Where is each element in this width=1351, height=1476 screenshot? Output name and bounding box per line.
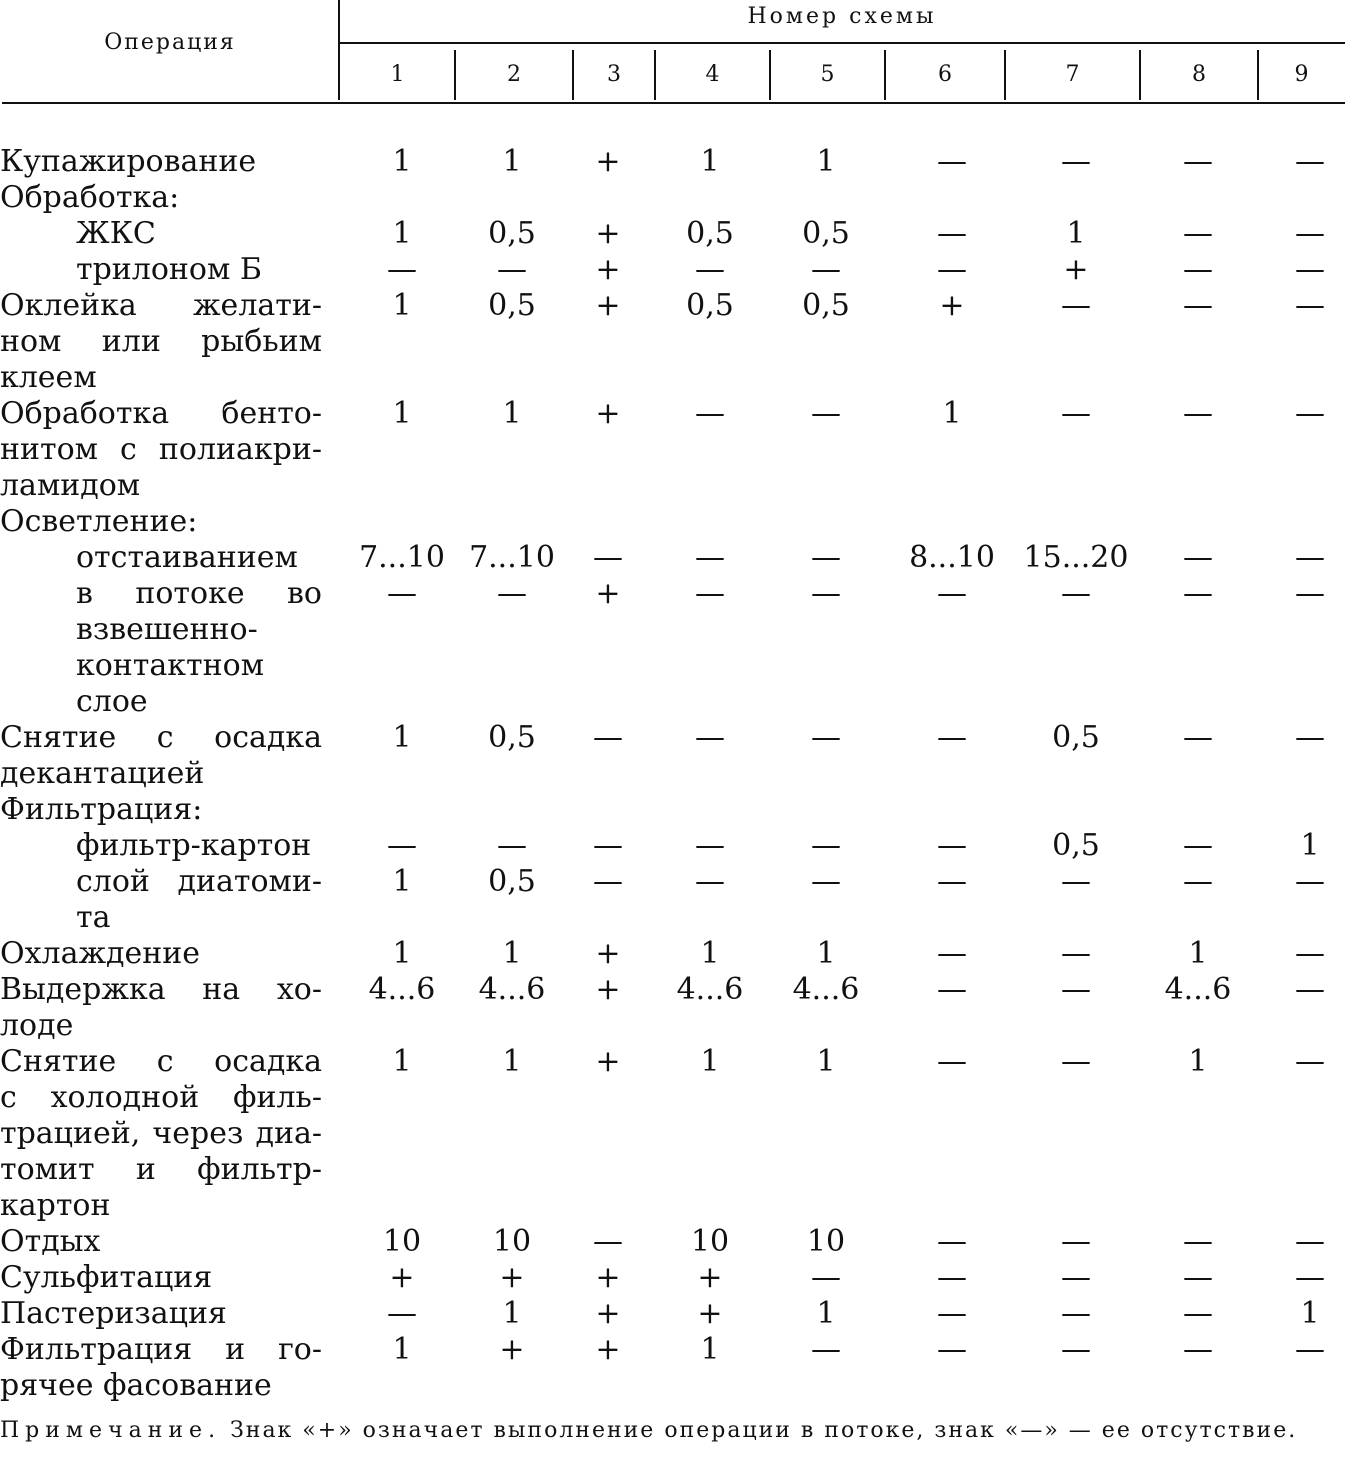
table-cell: — — [387, 828, 417, 863]
table-cell: — — [593, 828, 623, 863]
table-cell: 0,5 — [488, 720, 536, 755]
table-cell: — — [1061, 1224, 1091, 1259]
table-cell: — — [387, 1296, 417, 1331]
operation-label-line: трацией, через диа- — [0, 1116, 322, 1151]
operation-label — [0, 792, 322, 828]
table-cell: + — [1063, 252, 1089, 287]
operation-label — [0, 1332, 322, 1404]
table-row — [0, 180, 1351, 216]
table-cell: — — [1061, 1296, 1091, 1331]
table-cell: + — [595, 1044, 621, 1079]
column-separator — [769, 50, 771, 100]
table-cell: — — [937, 1296, 967, 1331]
table-cell: — — [1295, 540, 1325, 575]
table-cell: — — [1061, 864, 1091, 899]
operation-label-line: лоде — [0, 1008, 74, 1043]
table-cell: 4...6 — [792, 972, 860, 1007]
operation-label-line: Купажирование — [0, 144, 257, 179]
operation-label — [0, 936, 322, 972]
table-cell: — — [1183, 216, 1213, 251]
table-cell: — — [937, 972, 967, 1007]
table-cell: — — [1061, 288, 1091, 323]
table-cell: — — [937, 936, 967, 971]
table-cell: — — [695, 720, 725, 755]
table-cell: — — [1183, 288, 1213, 323]
table-cell: 1 — [700, 936, 720, 971]
table-cell: — — [1183, 720, 1213, 755]
operation-label — [0, 972, 322, 1044]
column-number: 9 — [1294, 62, 1309, 87]
table-row — [0, 396, 1351, 504]
operation-label-line: рячее фасование — [0, 1368, 272, 1403]
operation-label — [0, 720, 322, 792]
note-prefix: Примечание. — [0, 1418, 222, 1443]
operation-label-line: Оклейка желати- — [0, 288, 322, 323]
operation-label-line: ламидом — [0, 468, 141, 503]
operation-label — [0, 504, 322, 540]
table-row — [0, 1224, 1351, 1260]
table-row — [0, 540, 1351, 576]
table-cell: 1 — [1188, 1044, 1208, 1079]
operation-label — [0, 864, 322, 936]
table-cell: 0,5 — [488, 864, 536, 899]
operation-label-line: картон — [0, 1188, 111, 1223]
table-cell: 1 — [392, 144, 412, 179]
table-row — [0, 1044, 1351, 1224]
table-cell: — — [593, 540, 623, 575]
operation-label-line: та — [76, 900, 111, 935]
table-cell: — — [497, 828, 527, 863]
table-cell: — — [937, 252, 967, 287]
table-cell: + — [595, 1260, 621, 1295]
table-cell: 0,5 — [686, 288, 734, 323]
table-cell: 1 — [1066, 216, 1086, 251]
table-cell: 1 — [392, 936, 412, 971]
table-cell: + — [389, 1260, 415, 1295]
table-cell: 10 — [492, 1224, 532, 1259]
table-cell: 1 — [1300, 828, 1320, 863]
operation-label-line: Охлаждение — [0, 936, 201, 971]
operation-label-line: взвешенно- — [76, 612, 258, 647]
column-separator — [654, 50, 656, 100]
operation-label-line: в потоке во — [76, 576, 322, 611]
table-body — [0, 144, 1351, 1404]
table-cell: — — [695, 864, 725, 899]
table-cell: + — [697, 1260, 723, 1295]
column-separator — [1257, 50, 1259, 100]
column-separator — [1004, 50, 1006, 100]
table-cell: 4...6 — [478, 972, 546, 1007]
table-row — [0, 252, 1351, 288]
table-cell: 1 — [392, 1332, 412, 1367]
table-cell: 1 — [816, 1296, 836, 1331]
operation-label-line: фильтр-картон — [76, 828, 312, 863]
column-number: 5 — [820, 62, 835, 87]
table-cell: 1 — [392, 216, 412, 251]
table-row — [0, 576, 1351, 720]
operation-label-line: Сульфитация — [0, 1260, 213, 1295]
table-cell: + — [595, 936, 621, 971]
table-cell: — — [1061, 1260, 1091, 1295]
table-row — [0, 864, 1351, 936]
table-cell: — — [1183, 252, 1213, 287]
table-cell: — — [1295, 1044, 1325, 1079]
table-cell: — — [811, 576, 841, 611]
table-cell: 1 — [1300, 1296, 1320, 1331]
table-cell: + — [595, 1296, 621, 1331]
table-cell: 1 — [1188, 936, 1208, 971]
operation-label-line: Отдых — [0, 1224, 101, 1259]
operation-label — [0, 216, 322, 252]
table-cell: — — [811, 828, 841, 863]
operation-label-line: Снятие с осадка — [0, 720, 322, 755]
table-cell: — — [1295, 216, 1325, 251]
table-cell: — — [811, 252, 841, 287]
table-cell: — — [937, 144, 967, 179]
table-cell: — — [387, 252, 417, 287]
table-cell: + — [697, 1296, 723, 1331]
operation-label-line: Обработка: — [0, 180, 180, 215]
column-number: 1 — [390, 62, 405, 87]
table-cell: + — [595, 396, 621, 431]
table-cell: 1 — [502, 1044, 522, 1079]
table-cell: — — [387, 576, 417, 611]
table-cell: — — [695, 828, 725, 863]
operation-label-line: Снятие с осадка — [0, 1044, 322, 1079]
table-cell: — — [937, 1044, 967, 1079]
table-cell: — — [593, 864, 623, 899]
operation-label-line: Осветление: — [0, 504, 198, 539]
table-cell: — — [497, 576, 527, 611]
table-cell: — — [811, 1332, 841, 1367]
table-row — [0, 216, 1351, 252]
note-text: Знак «+» означает выполнение операции в потоке, знак «—» — ее отсутствие. — [221, 1418, 1298, 1443]
table-cell: 10 — [690, 1224, 730, 1259]
table-cell: — — [937, 864, 967, 899]
operation-label-line: слое — [76, 684, 148, 719]
operation-label-line: Выдержка на хо- — [0, 972, 322, 1007]
column-number: 7 — [1065, 62, 1080, 87]
table-cell: 1 — [816, 936, 836, 971]
operation-label-line: ном или рыбьим — [0, 324, 322, 359]
table-cell: — — [937, 1224, 967, 1259]
operation-label-line: контактном — [76, 648, 265, 683]
operation-label-line: томит и фильтр- — [0, 1152, 322, 1187]
operation-label — [0, 396, 322, 504]
table-cell: — — [1183, 1224, 1213, 1259]
operation-label-line: Обработка бенто- — [0, 396, 322, 431]
table-cell: 1 — [942, 396, 962, 431]
table-cell: — — [1183, 864, 1213, 899]
table-cell: 1 — [700, 1044, 720, 1079]
table-row — [0, 720, 1351, 792]
table-row — [0, 936, 1351, 972]
table-row — [0, 504, 1351, 540]
table-cell: + — [595, 216, 621, 251]
table-cell: — — [937, 1332, 967, 1367]
table-cell: + — [595, 288, 621, 323]
table-cell: 15...20 — [1023, 540, 1129, 575]
table-cell: — — [1183, 1260, 1213, 1295]
table-cell: + — [595, 144, 621, 179]
table-row — [0, 1332, 1351, 1404]
table-cell: — — [593, 1224, 623, 1259]
table-cell: — — [695, 540, 725, 575]
operation-label — [0, 828, 322, 864]
table-cell: — — [811, 1260, 841, 1295]
table-cell: — — [937, 828, 967, 863]
table-row — [0, 792, 1351, 828]
scheme-number-header: Номер схемы — [747, 4, 937, 29]
header-rule — [340, 42, 1345, 44]
table-cell: 1 — [392, 720, 412, 755]
operation-label — [0, 288, 322, 396]
table-cell: — — [1295, 576, 1325, 611]
column-number: 2 — [507, 62, 521, 87]
table-row — [0, 828, 1351, 864]
table-cell: — — [497, 252, 527, 287]
table-cell: 1 — [392, 288, 412, 323]
column-separator — [884, 50, 886, 100]
operation-label-line: нитом с полиакри- — [0, 432, 322, 467]
table-cell: — — [1295, 1260, 1325, 1295]
column-number: 3 — [607, 62, 621, 87]
table-cell: — — [1295, 936, 1325, 971]
table-cell: + — [595, 972, 621, 1007]
table-cell: 0,5 — [802, 288, 850, 323]
operation-label-line: отстаиванием — [76, 540, 298, 575]
operation-label — [0, 1260, 322, 1296]
table-cell: 1 — [502, 144, 522, 179]
table-row — [0, 1260, 1351, 1296]
table-cell: + — [939, 288, 965, 323]
table-cell: 0,5 — [488, 216, 536, 251]
table-cell: — — [695, 576, 725, 611]
table-cell: 1 — [502, 396, 522, 431]
table-cell: 4...6 — [1164, 972, 1232, 1007]
table-cell: 1 — [392, 396, 412, 431]
table-cell: — — [1295, 396, 1325, 431]
table-cell: 1 — [700, 144, 720, 179]
column-separator — [1139, 50, 1141, 100]
table-cell: — — [695, 252, 725, 287]
header-bottom-rule — [2, 102, 1345, 104]
table-cell: — — [1061, 396, 1091, 431]
table-cell: 0,5 — [686, 216, 734, 251]
table-cell: — — [811, 540, 841, 575]
table-cell: 1 — [816, 144, 836, 179]
table-cell: — — [937, 216, 967, 251]
table-cell: 7...10 — [469, 540, 555, 575]
operation-label — [0, 1044, 322, 1224]
table-cell: 7...10 — [359, 540, 445, 575]
table-cell: 1 — [502, 1296, 522, 1331]
table-cell: 4...6 — [676, 972, 744, 1007]
table-cell: 1 — [816, 1044, 836, 1079]
table-cell: — — [1061, 1332, 1091, 1367]
operation-label-line: Фильтрация: — [0, 792, 203, 827]
table-cell: — — [1183, 1296, 1213, 1331]
table-cell: — — [1295, 1224, 1325, 1259]
table-cell: 1 — [502, 936, 522, 971]
operation-label-line: трилоном Б — [76, 252, 262, 287]
table-cell: — — [1183, 828, 1213, 863]
table-cell: — — [1061, 972, 1091, 1007]
column-separator — [572, 50, 574, 100]
table-cell: 4...6 — [368, 972, 436, 1007]
column-number: 4 — [705, 62, 720, 87]
table-cell: — — [1183, 576, 1213, 611]
operation-label — [0, 1296, 322, 1332]
table-cell: — — [1295, 1332, 1325, 1367]
table-cell: — — [1295, 288, 1325, 323]
operation-label-line: декантацией — [0, 756, 205, 791]
table-cell: — — [1183, 540, 1213, 575]
table-cell: — — [1295, 720, 1325, 755]
table-cell: — — [1295, 972, 1325, 1007]
table-cell: 0,5 — [1052, 720, 1100, 755]
table-note — [0, 1418, 1330, 1444]
table-row — [0, 1296, 1351, 1332]
table-cell: — — [1061, 144, 1091, 179]
table-cell: + — [595, 1332, 621, 1367]
table-cell: — — [1295, 144, 1325, 179]
table-cell: — — [1183, 144, 1213, 179]
table-row — [0, 144, 1351, 180]
operation-label-line: клеем — [0, 360, 97, 395]
table-cell: 10 — [806, 1224, 846, 1259]
table-cell: 1 — [392, 864, 412, 899]
operation-label-line: Фильтрация и го- — [0, 1332, 322, 1367]
operation-label-line: Пастеризация — [0, 1296, 227, 1331]
table-cell: 10 — [382, 1224, 422, 1259]
table-cell: + — [499, 1260, 525, 1295]
operation-label — [0, 540, 322, 576]
table-cell: + — [595, 252, 621, 287]
operation-label — [0, 144, 322, 180]
table-cell: — — [811, 720, 841, 755]
table-cell: — — [937, 576, 967, 611]
operation-header: Операция — [104, 30, 236, 55]
table-cell: — — [1061, 1044, 1091, 1079]
table-cell: 0,5 — [802, 216, 850, 251]
table-cell: 0,5 — [1052, 828, 1100, 863]
table-cell: — — [811, 864, 841, 899]
operation-label-line: ЖКС — [76, 216, 156, 251]
table-cell: + — [595, 576, 621, 611]
operation-label — [0, 1224, 322, 1260]
table-cell: — — [1061, 936, 1091, 971]
column-number: 6 — [938, 62, 952, 87]
table-cell: — — [1295, 252, 1325, 287]
table-cell: — — [1183, 1332, 1213, 1367]
table-cell: 0,5 — [488, 288, 536, 323]
table-cell: — — [937, 1260, 967, 1295]
table-cell: — — [811, 396, 841, 431]
table-cell: 1 — [392, 1044, 412, 1079]
operation-label-line: слой диатоми- — [76, 864, 322, 899]
operation-label — [0, 576, 322, 720]
table-cell: + — [499, 1332, 525, 1367]
table-cell: 8...10 — [909, 540, 995, 575]
table-row — [0, 288, 1351, 396]
column-separator — [454, 50, 456, 100]
table-cell: — — [937, 720, 967, 755]
table-cell: — — [1295, 864, 1325, 899]
operation-label-line: с холодной филь- — [0, 1080, 322, 1115]
table-cell: — — [695, 396, 725, 431]
table-row — [0, 972, 1351, 1044]
table-cell: — — [1183, 396, 1213, 431]
column-number: 8 — [1192, 62, 1206, 87]
table-cell: 1 — [700, 1332, 720, 1367]
operation-label — [0, 252, 322, 288]
table-cell: — — [1061, 576, 1091, 611]
table-cell: — — [593, 720, 623, 755]
operation-label — [0, 180, 322, 216]
